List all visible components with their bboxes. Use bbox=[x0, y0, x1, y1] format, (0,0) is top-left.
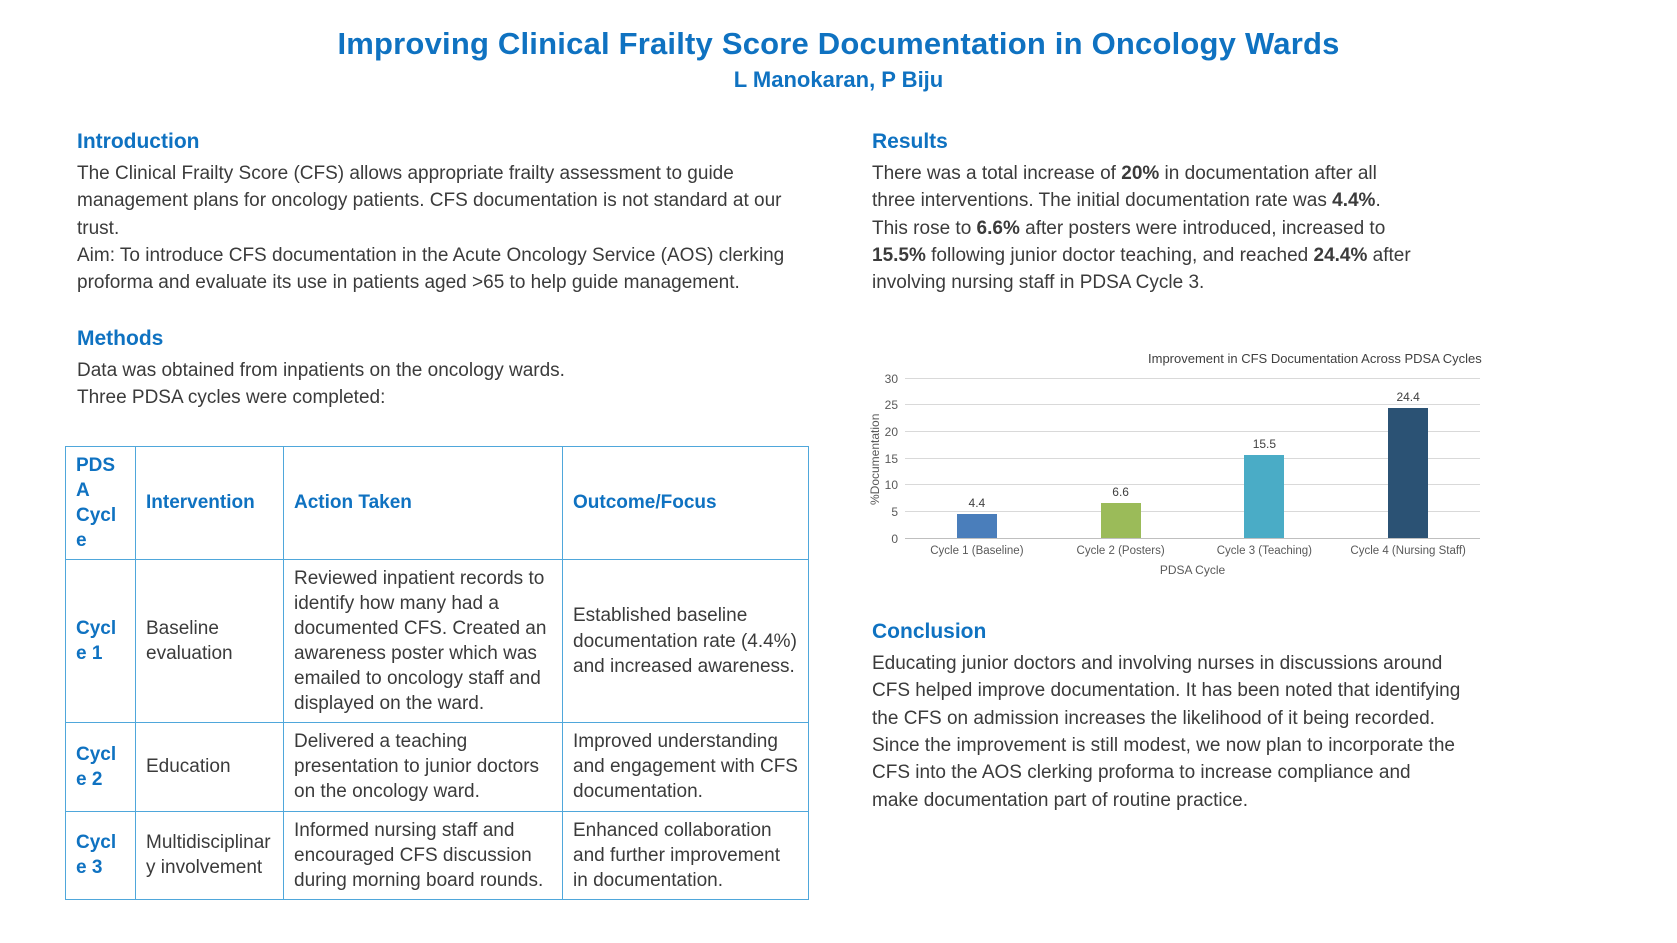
left-column bbox=[77, 130, 819, 900]
chart-y-tick-label: 15 bbox=[884, 451, 898, 466]
chart-x-category-label: Cycle 3 (Teaching) bbox=[1216, 544, 1312, 557]
pdsa-table-cell-cycle: Cycle 1 bbox=[66, 559, 136, 722]
pdsa-table-cell-intervention: Education bbox=[136, 723, 284, 811]
chart-bar bbox=[957, 514, 997, 537]
results-text-segment: . This rose to bbox=[872, 190, 1381, 239]
pdsa-table-row bbox=[66, 723, 809, 811]
pdsa-table-body bbox=[66, 559, 809, 899]
pdsa-table-header-cell: PDSA Cycle bbox=[66, 446, 136, 559]
pdsa-table-cell-action: Delivered a teaching presentation to junior doctors on the oncology ward. bbox=[284, 723, 563, 811]
chart-y-tick-label: 5 bbox=[891, 505, 898, 520]
pdsa-table-cell-outcome: Improved understanding and engagement with CFS documentation. bbox=[563, 723, 809, 811]
pdsa-table-row bbox=[66, 811, 809, 899]
introduction-paragraph-2: Aim: To introduce CFS documentation in the Acute Oncology Service (AOS) clerking proforma and evaluate its use in patients aged >65 to help guide management. bbox=[77, 245, 785, 294]
chart-y-tick-label: 25 bbox=[884, 398, 898, 413]
results-text-segment: following junior doctor teaching, and reached bbox=[925, 245, 1314, 267]
chart-x-category-labels bbox=[905, 545, 1480, 561]
methods-line-1: Data was obtained from inpatients on the oncology wards. bbox=[77, 359, 565, 381]
conclusion-paragraph: Educating junior doctors and involving nurses in discussions around CFS helped improve documentation. It has been noted that identifying the CFS on admission increases the likelihood of it being recorded. Since the improvement is still modest, we now plan to incorporate the CFS into the AOS clerking proforma to increase compliance and make documentation part of routine practice. bbox=[872, 652, 1461, 811]
pdsa-table-header-cell: Outcome/Focus bbox=[563, 446, 809, 559]
methods-heading: Methods bbox=[77, 326, 164, 350]
introduction-paragraph-1: The Clinical Frailty Score (CFS) allows appropriate frailty assessment to guide management plans for oncology patients. CFS documentation is not standard at our trust. bbox=[77, 163, 782, 239]
results-stat: 4.4% bbox=[1332, 190, 1376, 212]
results-text-segment: There was a total increase of bbox=[872, 163, 1122, 184]
chart-gridline bbox=[905, 538, 1480, 539]
results-stat: 15.5% bbox=[872, 245, 926, 267]
conclusion-heading: Conclusion bbox=[872, 619, 987, 643]
results-text-segment: in documentation after all three interventions. The initial documentation rate was bbox=[872, 163, 1377, 212]
pdsa-table-cell-outcome: Established baseline documentation rate (4.4%) and increased awareness. bbox=[563, 559, 809, 722]
poster-title: Improving Clinical Frailty Score Documentation in Oncology Wards bbox=[337, 26, 1340, 61]
chart-bar-value-label: 15.5 bbox=[1252, 437, 1277, 452]
chart-bar bbox=[1244, 455, 1284, 538]
chart-plot-area bbox=[905, 379, 1480, 539]
chart-y-tick-label: 0 bbox=[891, 531, 898, 546]
chart-y-tick-label: 30 bbox=[884, 371, 898, 386]
pdsa-table-cell-intervention: Baseline evaluation bbox=[136, 559, 284, 722]
results-text-segment: after posters were introduced, increased to bbox=[1019, 217, 1386, 239]
chart-x-category-label: Cycle 4 (Nursing Staff) bbox=[1350, 544, 1466, 557]
results-text-segment: after involving nursing staff in PDSA Cycle 3. bbox=[872, 245, 1411, 294]
pdsa-table-header-cell: Action Taken bbox=[284, 446, 563, 559]
chart-bar bbox=[1388, 408, 1428, 538]
chart-x-axis-label: PDSA Cycle bbox=[1159, 562, 1226, 577]
introduction-heading: Introduction bbox=[77, 130, 200, 153]
chart-x-category-label: Cycle 2 (Posters) bbox=[1076, 544, 1165, 557]
pdsa-table-head bbox=[66, 446, 809, 559]
pdsa-table-cell-intervention: Multidisciplinary involvement bbox=[136, 811, 284, 899]
chart-gridline bbox=[905, 378, 1480, 379]
results-stat: 24.4% bbox=[1313, 245, 1368, 267]
chart-gridline bbox=[905, 404, 1480, 405]
pdsa-table-cell-outcome: Enhanced collaboration and further improvement in documentation. bbox=[563, 811, 809, 899]
pdsa-table-cell-action: Informed nursing staff and encouraged CFS discussion during morning board rounds. bbox=[284, 811, 563, 899]
pdsa-table-cell-cycle: Cycle 3 bbox=[66, 811, 136, 899]
poster-authors: L Manokaran, P Biju bbox=[733, 67, 944, 92]
methods-line-2: Three PDSA cycles were completed: bbox=[77, 387, 386, 409]
results-heading: Results bbox=[872, 130, 948, 153]
chart-y-axis-label: %Documentation bbox=[868, 413, 882, 505]
pdsa-cycles-table bbox=[65, 446, 809, 900]
chart-y-tick-label: 20 bbox=[884, 425, 898, 440]
pdsa-table-header-cell: Intervention bbox=[136, 446, 284, 559]
chart-y-ticks bbox=[860, 371, 898, 546]
right-column bbox=[868, 130, 1482, 814]
results-paragraph bbox=[872, 160, 1417, 297]
pdsa-table-header-row bbox=[66, 446, 809, 559]
cfs-documentation-bar-chart bbox=[860, 343, 1515, 590]
results-stat: 20% bbox=[1121, 163, 1160, 184]
chart-bar-value-label: 4.4 bbox=[968, 496, 986, 511]
pdsa-table-row bbox=[66, 559, 809, 722]
results-stat: 6.6% bbox=[976, 217, 1020, 239]
pdsa-table-cell-cycle: Cycle 2 bbox=[66, 723, 136, 811]
chart-bar bbox=[1101, 503, 1141, 538]
chart-bar-value-label: 24.4 bbox=[1396, 389, 1420, 404]
chart-title: Improvement in CFS Documentation Across PDSA Cycles bbox=[1148, 350, 1482, 366]
chart-y-tick-label: 10 bbox=[884, 478, 898, 493]
chart-x-category-label: Cycle 1 (Baseline) bbox=[930, 544, 1024, 557]
chart-bar-value-label: 6.6 bbox=[1112, 484, 1129, 499]
pdsa-table-cell-action: Reviewed inpatient records to identify how many had a documented CFS. Created an awareness poster which was emailed to oncology staff and displayed on the ward. bbox=[284, 559, 563, 722]
